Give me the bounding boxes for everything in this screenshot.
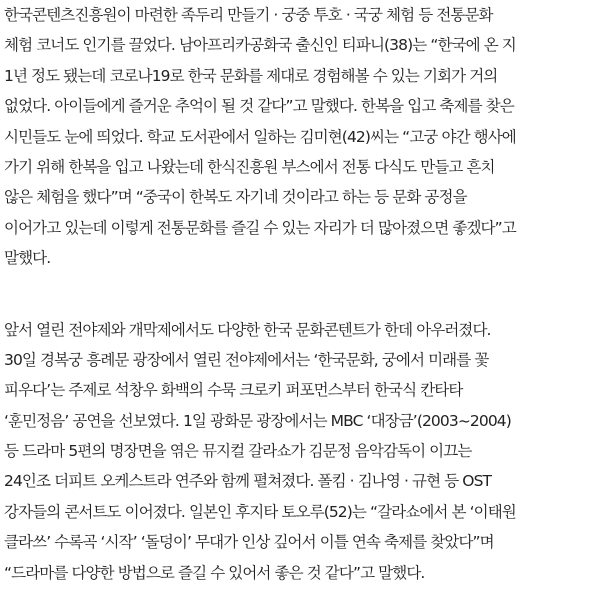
text-line: 시민들도 눈에 띄었다. 학교 도서관에서 일하는 김미현(42)씨는 “고궁 야간 행사에 (4, 127, 516, 146)
text-line: 피우다’는 주제로 석창우 화백의 수묵 크로키 퍼포먼스부터 한국식 칸타타 (4, 381, 463, 400)
article-body (4, 0, 598, 588)
text-line: 말했다. (4, 249, 51, 268)
paragraph-hanbok-experience (4, 0, 598, 274)
text-line: 않은 체험을 했다”며 “중국이 한복도 자기네 것이라고 하는 등 문화 공정을 (4, 188, 467, 207)
text-line: “드라마를 다양한 방법으로 즐길 수 있어서 좋은 것 같다”고 말했다. (4, 563, 425, 582)
paragraph-spacer (4, 274, 598, 315)
text-line: 30일 경복궁 흥례문 광장에서 열린 전야제에서는 ‘한국문화, 궁에서 미래를 꽃 (4, 350, 489, 369)
paragraph-opening-events (4, 315, 598, 589)
text-line: 클라쓰’ 수록곡 ‘시작’ ‘돌덩이’ 무대가 인상 깊어서 이틀 연속 축제를 찾았다”며 (4, 533, 494, 552)
text-line: 24인조 더피트 오케스트라 연주와 함께 펼쳐졌다. 폴킴 · 김나영 · 규현 등 OST (4, 472, 492, 491)
text-line: 등 드라마 5편의 명장면을 엮은 뮤지컬 갈라쇼가 김문정 음악감독이 이끄는 (4, 442, 472, 461)
text-line: 이어가고 있는데 이렇게 전통문화를 즐길 수 있는 자리가 더 많아졌으면 좋겠다”고 (4, 218, 516, 237)
text-line: 강자들의 콘서트도 이어졌다. 일본인 후지타 토오루(52)는 “갈라쇼에서 본 ‘이태원 (4, 502, 516, 521)
text-line: 앞서 열린 전야제와 개막제에서도 다양한 한국 문화콘텐트가 한데 아우러졌다. (4, 320, 491, 339)
text-line: ‘훈민정음’ 공연을 선보였다. 1일 광화문 광장에서는 MBC ‘대장금’(2003~2004) (4, 411, 511, 430)
text-line: 없었다. 아이들에게 즐거운 추억이 될 것 같다”고 말했다. 한복을 입고 축제를 찾은 (4, 97, 514, 116)
text-line: 가기 위해 한복을 입고 나왔는데 한식진흥원 부스에서 전통 다식도 만들고 흔치 (4, 157, 495, 176)
text-line: 체험 코너도 인기를 끌었다. 남아프리카공화국 출신인 티파니(38)는 “한국에 온 지 (4, 36, 516, 55)
text-line: 1년 정도 됐는데 코로나19로 한국 문화를 제대로 경험해볼 수 있는 기회가 거의 (4, 66, 498, 85)
text-line: 한국콘텐츠진흥원이 마련한 족두리 만들기 · 궁중 투호 · 국궁 체험 등 전통문화 (4, 6, 493, 24)
